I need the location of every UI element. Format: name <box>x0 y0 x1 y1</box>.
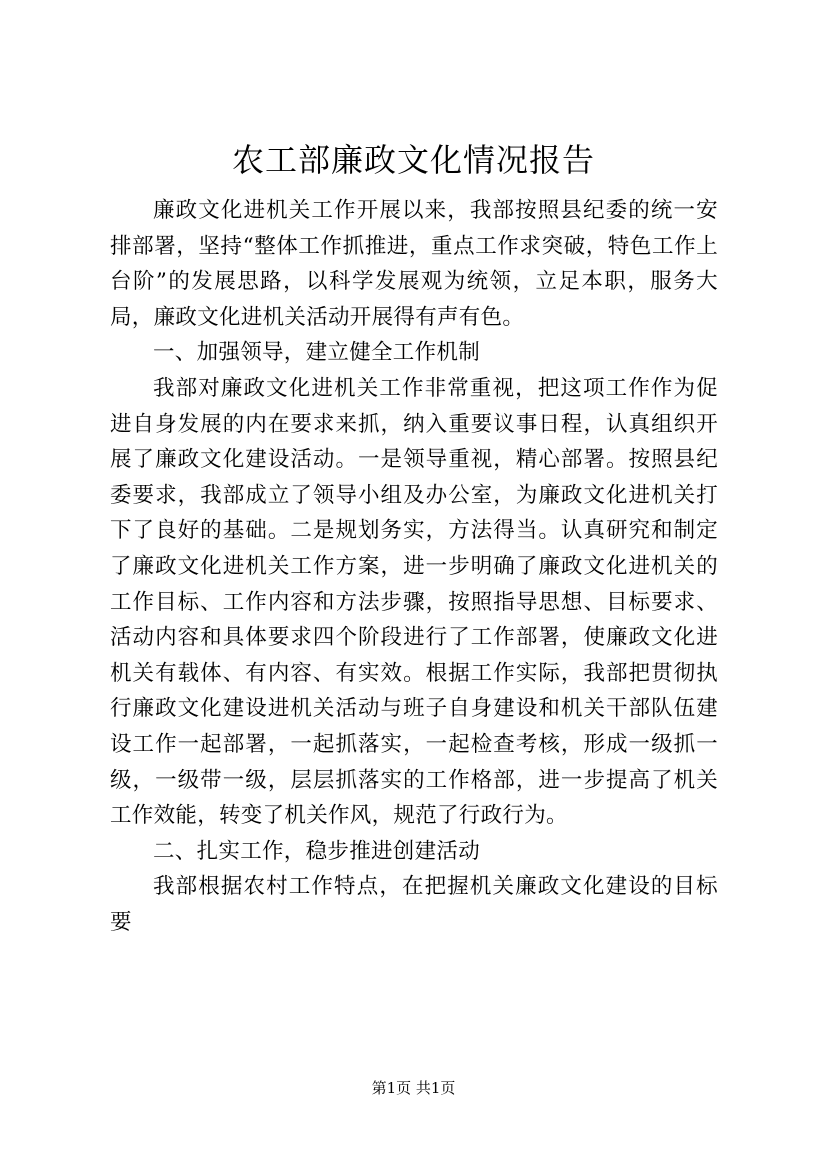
page-footer: 第1页 共1页 <box>371 1079 456 1097</box>
paragraph-section-2: 我部根据农村工作特点，在把握机关廉政文化建设的目标要 <box>110 874 718 935</box>
section-heading-2: 二、扎实工作，稳步推进创建活动 <box>153 838 481 864</box>
document-body <box>110 193 718 940</box>
paragraph-section-1: 我部对廉政文化进机关工作非常重视，把这项工作作为促进自身发展的内在要求来抓，纳入重要议事日程，认真组织开展了廉政文化建设活动。一是领导重视，精心部署。按照县纪委要求，我部成立了领导小组及办公室，为廉政文化进机关打下了良好的基础。二是规划务实，方法得当。认真研究和制定了廉政文化进机关工作方案，进一步明确了廉政文化进机关的工作目标、工作内容和方法步骤，按照指导思想、目标要求、活动内容和具体要求四个阶段进行了工作部署，使廉政文化进机关有载体、有内容、有实效。根据工作实际，我部把贯彻执行廉政文化建设进机关活动与班子自身建设和机关干部队伍建设工作一起部署，一起抓落实，一起检查考核，形成一级抓一级，一级带一级，层层抓落实的工作格部，进一步提高了机关工作效能，转变了机关作风，规范了行政行为。 <box>110 375 718 829</box>
document-title: 农工部廉政文化情况报告 <box>231 141 595 179</box>
section-heading-1: 一、加强领导，建立健全工作机制 <box>153 340 481 366</box>
paragraph-intro: 廉政文化进机关工作开展以来，我部按照县纪委的统一安排部署，坚持“整体工作抓推进，重点工作求突破，特色工作上台阶”的发展思路，以科学发展观为统领，立足本职，服务大局，廉政文化进机关活动开展得有声有色。 <box>110 198 718 330</box>
